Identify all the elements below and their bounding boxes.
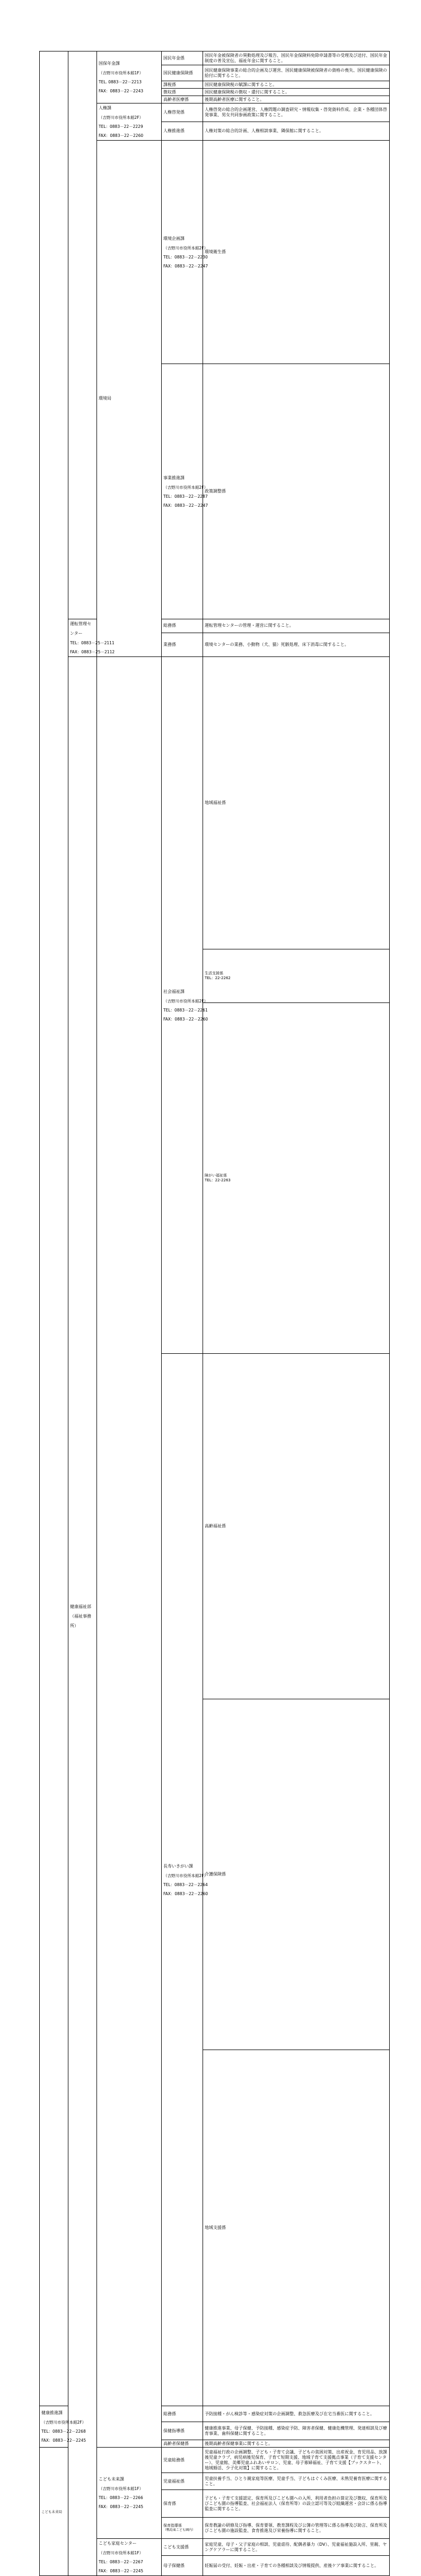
section-tel: TEL：0883－22－2266 bbox=[99, 2495, 143, 2500]
section-fax: FAX：0883－22－2247 bbox=[163, 263, 208, 269]
section-name: 環境企画課 bbox=[163, 236, 185, 241]
section-tel: TEL：0883－22－2264 bbox=[163, 1882, 208, 1887]
section-kokuho-nenkin bbox=[97, 51, 162, 103]
section-address: （吉野川市役所本館2F） bbox=[163, 1873, 208, 1878]
section-unten-kanri bbox=[68, 619, 115, 657]
unit-name: 国民年金係 bbox=[162, 51, 203, 65]
unit-duty: 国民健康保険事業の総合的企画及び運営、国民健康保険被保険者の資格の喪失、国民健康保険の給付に関すること。 bbox=[203, 65, 390, 81]
unit-name: 高齢福祉係 bbox=[203, 1354, 390, 1699]
section-address: （吉野川市役所本館1F） bbox=[99, 2486, 144, 2491]
section-name: 長寿いきがい課 bbox=[163, 1863, 193, 1869]
unit-duty: 児童福祉行政の企画調整、子ども・子育て会議、子どもの貧困対策、出産祝金、育児用品、放課後児童クラブ、病児病後児保育、子育て短期支援、地域子育て支援拠点事業（子育て支援センター）、児童館、美郷児童ふれあいサロン、児童、母子寡婦福祉、子育て支援【ブックスタート、地域婚活、少子化対策】に関すること。 bbox=[203, 2448, 390, 2473]
unit-name: 生活支援係 bbox=[205, 971, 223, 975]
section-address: （吉野川市役所本館1F） bbox=[99, 71, 144, 75]
bureau-kankyo bbox=[97, 141, 162, 657]
section-address: （吉野川市役所本館2F） bbox=[41, 2420, 86, 2425]
unit-name: 児童福祉係 bbox=[162, 2473, 203, 2490]
section-shakai-fukushi bbox=[162, 657, 208, 1354]
unit-location: （鴨島東こども園内） bbox=[163, 2528, 196, 2532]
unit-name: 母子保健係 bbox=[162, 2556, 203, 2576]
section-tel: TEL：0883－22－2268 bbox=[41, 2429, 86, 2434]
section-tel: TEL：0883－25－2111 bbox=[70, 641, 115, 645]
section-name: 健康推進課 bbox=[41, 2410, 63, 2415]
section-fax: FAX：0883－22－2245 bbox=[41, 2438, 86, 2443]
unit-duty: 国民年金被保険者の異動処理及び報告、国民年金保険料免除申請書等の受理及び送付、国民年金制度の普及宣伝、福祉年金に関すること。 bbox=[203, 51, 390, 65]
unit-duty: 環境センターの業務、小動物（犬、猫）死骸処理、床下消毒に関すること。 bbox=[203, 633, 390, 656]
unit-name: 課税係 bbox=[162, 81, 203, 89]
section-tel: TEL：0883－22－2287 bbox=[163, 494, 208, 499]
section-address: （吉野川市役所本館2F） bbox=[163, 245, 208, 250]
section-fax: FAX：0883－22－2245 bbox=[99, 2504, 144, 2509]
unit-duty: 家庭児童、母子・父子家庭の相談、児童虐待、配偶者暴力（DV）、児童福祉施設入所、里親、ヤングケアラーに関すること。 bbox=[203, 2539, 390, 2556]
section-tel: TEL：0883－22－2261 bbox=[163, 1007, 208, 1013]
dept-subname: （福祉事務所） bbox=[70, 1613, 91, 1628]
unit-duty: 保育教諭の研修及び指導、保育要領、教育課程及び公簿の管理等に係る指導及び助言、保育所及びこども園の施設監査、食育推進及び栄養指導に関すること。 bbox=[203, 2518, 390, 2539]
unit-name-with-tel bbox=[203, 949, 390, 1003]
section-address: （吉野川市役所本館2F） bbox=[163, 485, 208, 490]
organization-table bbox=[39, 51, 390, 2576]
section-tel: TEL：0883－22－2230 bbox=[163, 254, 208, 260]
unit-name: 総務係 bbox=[162, 2406, 203, 2422]
section-tel: TEL. 0883－22－2213 bbox=[99, 80, 142, 84]
unit-duty: 健康推進事業、母子保健、予防接種、感染症予防、障害者保健、健康危機管理、発達相談及び療育事業、歯科保健に関すること。 bbox=[203, 2422, 390, 2440]
section-name: こども家庭センター bbox=[99, 2541, 137, 2546]
unit-name: 政策調整係 bbox=[203, 364, 390, 619]
bureau-name: こども未来局 bbox=[41, 2509, 62, 2514]
bureau-name: 環境局 bbox=[99, 396, 111, 401]
unit-name: 保健指導係 bbox=[162, 2422, 203, 2440]
section-address: （吉野川市役所本館2F） bbox=[163, 998, 208, 1004]
section-fax: FAX：0883－22－2245 bbox=[99, 2569, 144, 2573]
unit-name: 保育指導係 bbox=[163, 2523, 182, 2528]
section-fax: FAX：0883－22－2260 bbox=[163, 1891, 208, 1896]
section-name: 人権課 bbox=[99, 106, 111, 110]
unit-duty: 妊娠届の受付、妊娠・出産・子育ての各種相談及び情報提供、産後ケア事業に関すること。 bbox=[203, 2556, 390, 2576]
section-fax: FAX：0883－25－2112 bbox=[70, 650, 115, 654]
unit-tel: TEL：22-2263 bbox=[205, 1178, 231, 1182]
unit-name: 国民健康保険係 bbox=[162, 65, 203, 81]
section-address: （吉野川市役所本館1F） bbox=[99, 2551, 144, 2555]
unit-name: 環境衛生係 bbox=[203, 141, 390, 364]
section-address: （吉野川市役所本館2F） bbox=[99, 115, 144, 120]
section-name: 社会福祉課 bbox=[163, 989, 185, 994]
unit-tel: TEL：22-2262 bbox=[205, 976, 231, 980]
bureau-kodomo-mirai bbox=[40, 2448, 68, 2576]
unit-duty: 予防接種・がん検診等・感染症対策の企画調整、救急医療及び在宅当番医に関すること。 bbox=[203, 2406, 390, 2422]
unit-duty: 人権対策の総合的計画、人権相談事業、隣保館に関すること。 bbox=[203, 122, 390, 141]
section-kankyo-kikaku bbox=[162, 141, 208, 364]
unit-name: 保育係 bbox=[162, 2490, 203, 2518]
unit-name: 地域支援係 bbox=[203, 2050, 390, 2406]
bureau-cell-blank bbox=[68, 51, 97, 619]
unit-duty: 後期高齢者保健事業に関すること。 bbox=[203, 2440, 390, 2448]
section-name: 事業推進課 bbox=[163, 475, 185, 480]
unit-name: 地域福祉係 bbox=[203, 657, 390, 949]
dept-cell-blank bbox=[40, 51, 68, 2406]
section-kodomo-katei-center bbox=[97, 2539, 162, 2576]
dept-name: 健康福祉部 bbox=[70, 1604, 91, 1609]
organization-table-page bbox=[39, 51, 389, 2576]
unit-name: 人権啓発係 bbox=[162, 103, 203, 122]
unit-name-with-tel bbox=[203, 1003, 390, 1354]
unit-name: 高齢者保健係 bbox=[162, 2440, 203, 2448]
section-fax: FAX：0883－22－2260 bbox=[163, 1016, 208, 1022]
unit-name: 人権推進係 bbox=[162, 122, 203, 141]
section-tel: TEL：0883－22－2229 bbox=[99, 124, 143, 129]
dept-kenko-fukushi bbox=[68, 657, 97, 2576]
section-name: こども未来課 bbox=[99, 2477, 124, 2482]
unit-name: 業務係 bbox=[162, 633, 203, 656]
section-kodomo-mirai bbox=[97, 2448, 162, 2539]
unit-duty: 児童扶養手当、ひとり親家庭等医療、児童手当、子どもはぐくみ医療、未熟児養育医療に関すること。 bbox=[203, 2473, 390, 2490]
section-choju-ikigai bbox=[162, 1354, 208, 2406]
unit-name: 介護保険係 bbox=[203, 1699, 390, 2050]
unit-name-with-sub bbox=[162, 2518, 203, 2539]
unit-name: こども支援係 bbox=[162, 2539, 203, 2556]
unit-name: 徴収係 bbox=[162, 89, 203, 96]
unit-duty: 国民健康保険税の賦課に関すること。 bbox=[203, 81, 390, 89]
section-tel: TEL：0883－22－2267 bbox=[99, 2560, 143, 2564]
unit-duty: 人権啓発の総合的企画運営、人権問題の調査研究・情報収集・啓発資料作成、企業・各種団体啓発事業、男女共同参画政策に関すること。 bbox=[203, 103, 390, 122]
unit-name: 児童総務係 bbox=[162, 2448, 203, 2473]
unit-duty: 運転管理センターの管理・運営に関すること。 bbox=[203, 619, 390, 633]
section-name: 国保年金課 bbox=[99, 61, 120, 66]
unit-duty: 子ども・子育て支援認定、保育所及びこども園への入所、利用者負担の算定及び徴収、保育所及びこども園の指導監査、社会福祉法人（保育所等）の設立認可等及び組織運営・会計に係る指導監査に関すること。 bbox=[203, 2490, 390, 2518]
section-fax: FAX：0883－22－2247 bbox=[163, 503, 208, 508]
unit-name: 障がい福祉係 bbox=[205, 1173, 227, 1178]
section-jigyo-suishin bbox=[162, 364, 208, 619]
unit-name: 高齢者医療係 bbox=[162, 96, 203, 103]
section-fax: FAX：0883－22－2260 bbox=[99, 133, 144, 138]
section-kenko-suishin bbox=[40, 2406, 86, 2448]
section-name: 運転管理センター bbox=[70, 621, 91, 636]
unit-duty: 国民健康保険税の徴収・還付に関すること。 bbox=[203, 89, 390, 96]
bureau-cell-blank bbox=[97, 657, 162, 2448]
unit-duty: 後期高齢者医療に関すること。 bbox=[203, 96, 390, 103]
section-fax: FAX：0883－22－2243 bbox=[99, 89, 144, 93]
section-jinken bbox=[97, 103, 162, 141]
unit-name: 総務係 bbox=[162, 619, 203, 633]
